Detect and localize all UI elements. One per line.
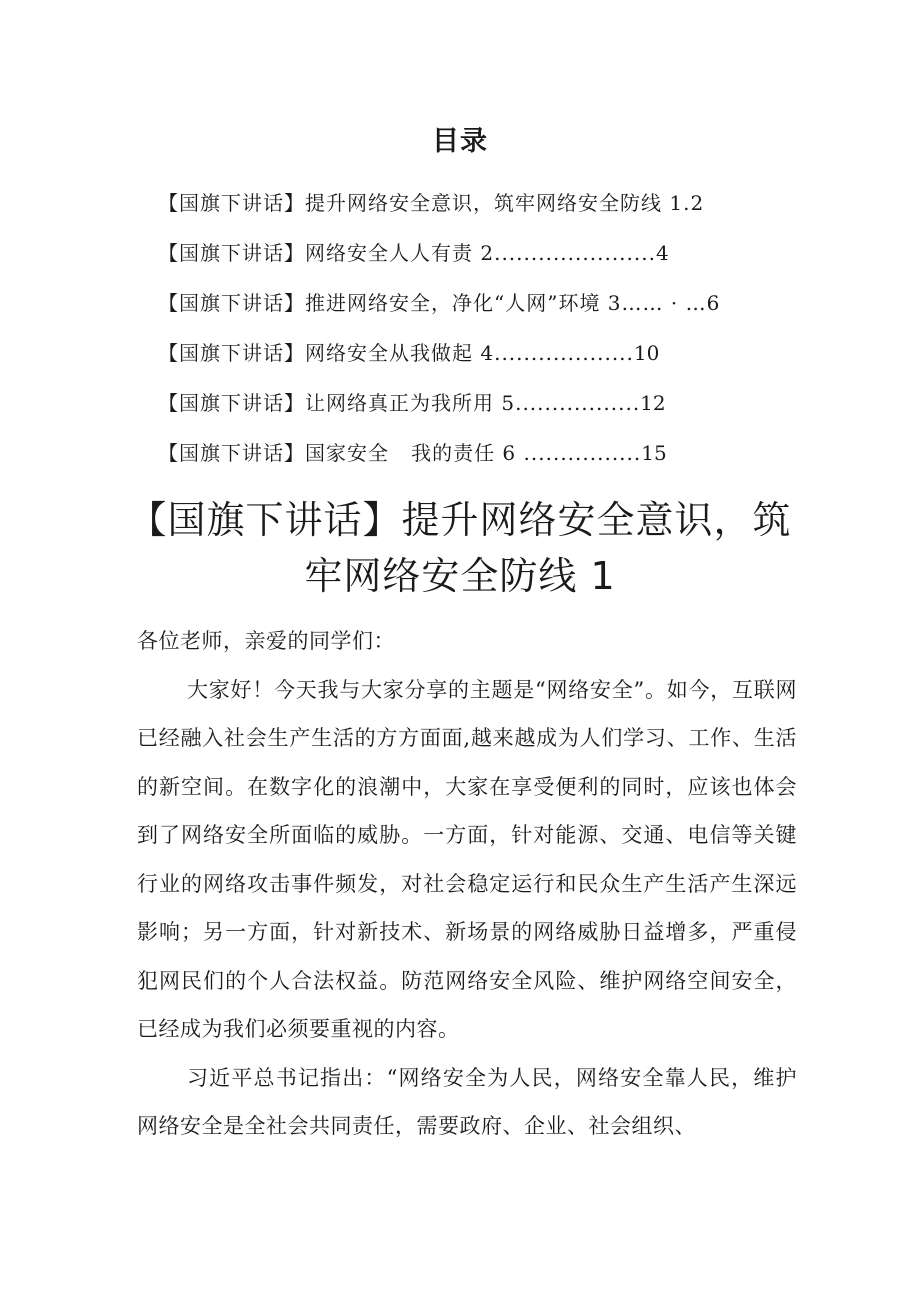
toc-entry-title: 【国旗下讲话】网络安全从我做起 — [158, 341, 473, 365]
toc-entry[interactable] — [158, 435, 798, 485]
article-heading — [120, 492, 800, 604]
toc-entry[interactable] — [158, 335, 798, 385]
toc-page-number: 4 — [655, 241, 669, 265]
article-heading-line1: 【国旗下讲话】提升网络安全意识，筑 — [128, 498, 792, 542]
paragraph: 习近平总书记指出：“网络安全为人民，网络安全靠人民，维护网络安全是全社会共同责任，需要政府、企业、社会组织、 — [137, 1065, 797, 1138]
toc-title: 目录 — [432, 126, 488, 157]
toc-entry-title: 【国旗下讲话】推进网络安全，净化“人网”环境 — [158, 291, 601, 315]
toc-leader-dots: ...................... — [494, 241, 656, 265]
toc-page-number: 6 — [706, 291, 720, 315]
toc-leader-dots: …… · … — [621, 291, 707, 315]
toc-entry[interactable] — [158, 285, 798, 335]
toc-entry[interactable] — [158, 185, 798, 235]
toc-leader-dots: ................ — [516, 441, 642, 465]
toc-entry[interactable] — [158, 385, 798, 435]
toc-leader-dots: ................... — [494, 341, 634, 365]
toc-page-number: 2 — [690, 191, 704, 215]
toc-entry-number: 4 — [473, 341, 495, 365]
toc-entry-number: 2 — [473, 241, 495, 265]
toc-leader-dots: . — [683, 191, 691, 215]
toc-entry[interactable] — [158, 235, 798, 285]
toc-entry-title: 【国旗下讲话】让网络真正为我所用 — [158, 391, 494, 415]
greeting: 各位老师，亲爱的同学们： — [137, 629, 395, 653]
toc-entry-number: 1 — [662, 191, 684, 215]
toc-entry-title: 【国旗下讲话】网络安全人人有责 — [158, 241, 473, 265]
toc-leader-dots: ................. — [515, 391, 641, 415]
toc-entry-title: 【国旗下讲话】提升网络安全意识，筑牢网络安全防线 — [158, 191, 662, 215]
paragraph: 大家好！今天我与大家分享的主题是“网络安全”。如今，互联网已经融入社会生产生活的方方面面,越来越成为人们学习、工作、生活的新空间。在数字化的浪潮中，大家在享受便利的同时，应该也体会到了网络安全所面临的威胁。一方面，针对能源、交通、电信等关键行业的网络攻击事件频发，对社会稳定运行和民众生产生活产生深远影响；另一方面，针对新技术、新场景的网络威胁日益增多，严重侵犯网民们的个人合法权益。防范网络安全风险、维护网络空间安全，已经成为我们必须要重视的内容。 — [137, 677, 797, 1041]
toc-entry-title: 【国旗下讲话】国家安全 我的责任 — [158, 441, 496, 465]
toc-page-number: 10 — [633, 341, 660, 365]
article-heading-line2: 牢网络安全防线 1 — [304, 554, 616, 598]
table-of-contents — [158, 185, 798, 485]
toc-entry-number: 5 — [494, 391, 516, 415]
toc-page-number: 15 — [641, 441, 667, 465]
article-body — [137, 617, 797, 1151]
toc-entry-number: 6 — [495, 441, 517, 465]
toc-entry-number: 3 — [600, 291, 622, 315]
toc-page-number: 12 — [640, 391, 666, 415]
